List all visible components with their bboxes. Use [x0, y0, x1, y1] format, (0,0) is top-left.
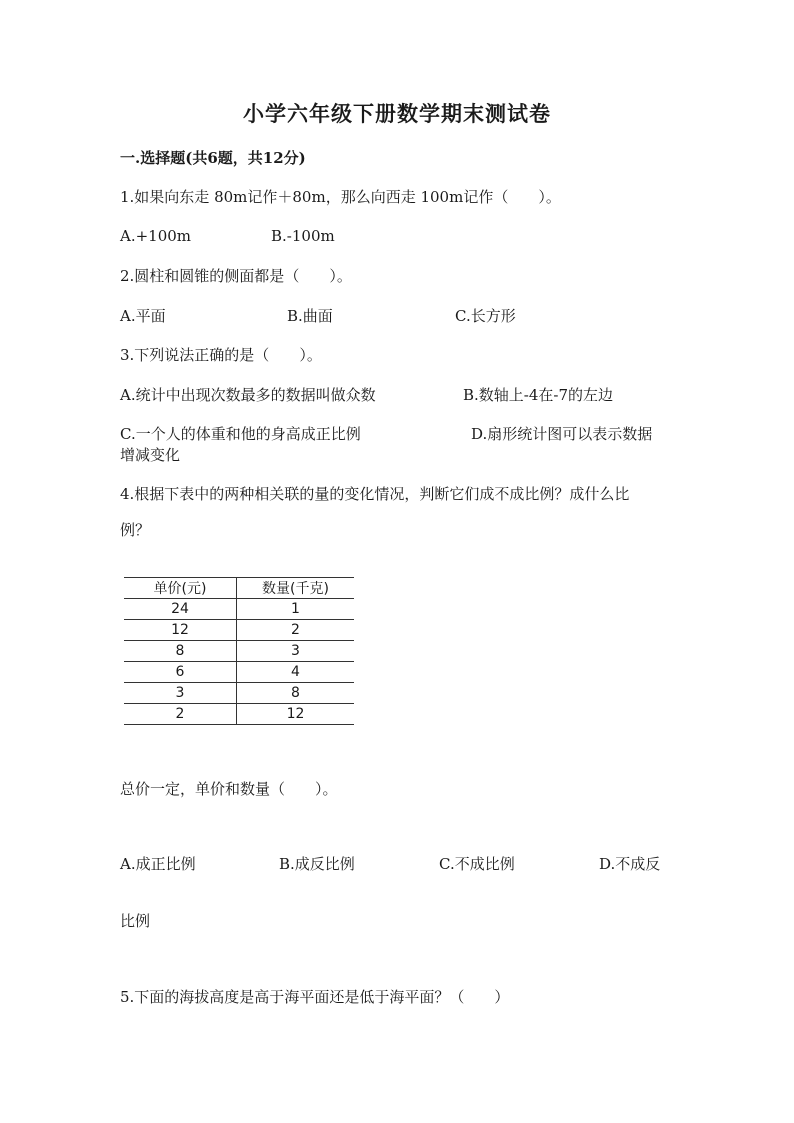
table-row	[124, 704, 354, 725]
question-3-option-c: C.一个人的体重和他的身高成正比例	[120, 425, 361, 443]
question-3-option-d: D.扇形统计图可以表示数据	[471, 425, 653, 443]
table-cell: 4	[237, 662, 355, 683]
table-cell: 8	[124, 641, 237, 662]
table-row	[124, 620, 354, 641]
table-cell: 1	[237, 599, 355, 620]
question-4-option-c: C.不成比例	[439, 855, 515, 873]
question-3-option-a: A.统计中出现次数最多的数据叫做众数	[120, 386, 376, 404]
table-cell: 6	[124, 662, 237, 683]
question-1-option-b: B.-100m	[271, 227, 335, 245]
question-1-stem: 1.如果向东走 80m记作＋80m，那么向西走 100m记作（ ）。	[120, 188, 561, 206]
question-3-option-d-continued: 增减变化	[120, 446, 181, 464]
question-4-stem-line2: 例？	[120, 521, 151, 539]
question-2-option-b: B.曲面	[287, 307, 333, 325]
question-4-option-b: B.成反比例	[279, 855, 355, 873]
table-cell: 24	[124, 599, 237, 620]
table-row	[124, 599, 354, 620]
question-3-stem: 3.下列说法正确的是（ ）。	[120, 346, 322, 364]
question-2-option-a: A.平面	[120, 307, 166, 325]
table-cell: 12	[124, 620, 237, 641]
table-cell: 2	[237, 620, 355, 641]
question-4-option-a: A.成正比例	[120, 855, 196, 873]
table-header-row	[124, 578, 354, 599]
question-5-stem: 5.下面的海拔高度是高于海平面还是低于海平面？（ ）	[120, 988, 510, 1006]
table-row	[124, 683, 354, 704]
question-4-sub-stem: 总价一定，单价和数量（ ）。	[120, 780, 338, 798]
question-4-option-d: D.不成反	[599, 855, 661, 873]
table-cell: 3	[124, 683, 237, 704]
question-1-option-a: A.+100m	[120, 227, 192, 245]
table-header-quantity: 数量(千克)	[237, 578, 355, 599]
table-cell: 2	[124, 704, 237, 725]
section-heading: 一.选择题(共6题，共12分)	[120, 149, 306, 167]
table-row	[124, 662, 354, 683]
question-4-option-d-continued: 比例	[120, 912, 151, 930]
table-cell: 12	[237, 704, 355, 725]
question-4-stem-line1: 4.根据下表中的两种相关联的量的变化情况，判断它们成不成比例？成什么比	[120, 485, 630, 503]
table-header-unit-price: 单价(元)	[124, 578, 237, 599]
question-2-option-c: C.长方形	[455, 307, 516, 325]
table-row	[124, 641, 354, 662]
table-cell: 3	[237, 641, 355, 662]
page-title: 小学六年级下册数学期末测试卷	[243, 101, 551, 126]
table-cell: 8	[237, 683, 355, 704]
price-quantity-table	[124, 577, 354, 725]
question-3-option-b: B.数轴上-4在-7的左边	[463, 386, 614, 404]
question-2-stem: 2.圆柱和圆锥的侧面都是（ ）。	[120, 267, 352, 285]
